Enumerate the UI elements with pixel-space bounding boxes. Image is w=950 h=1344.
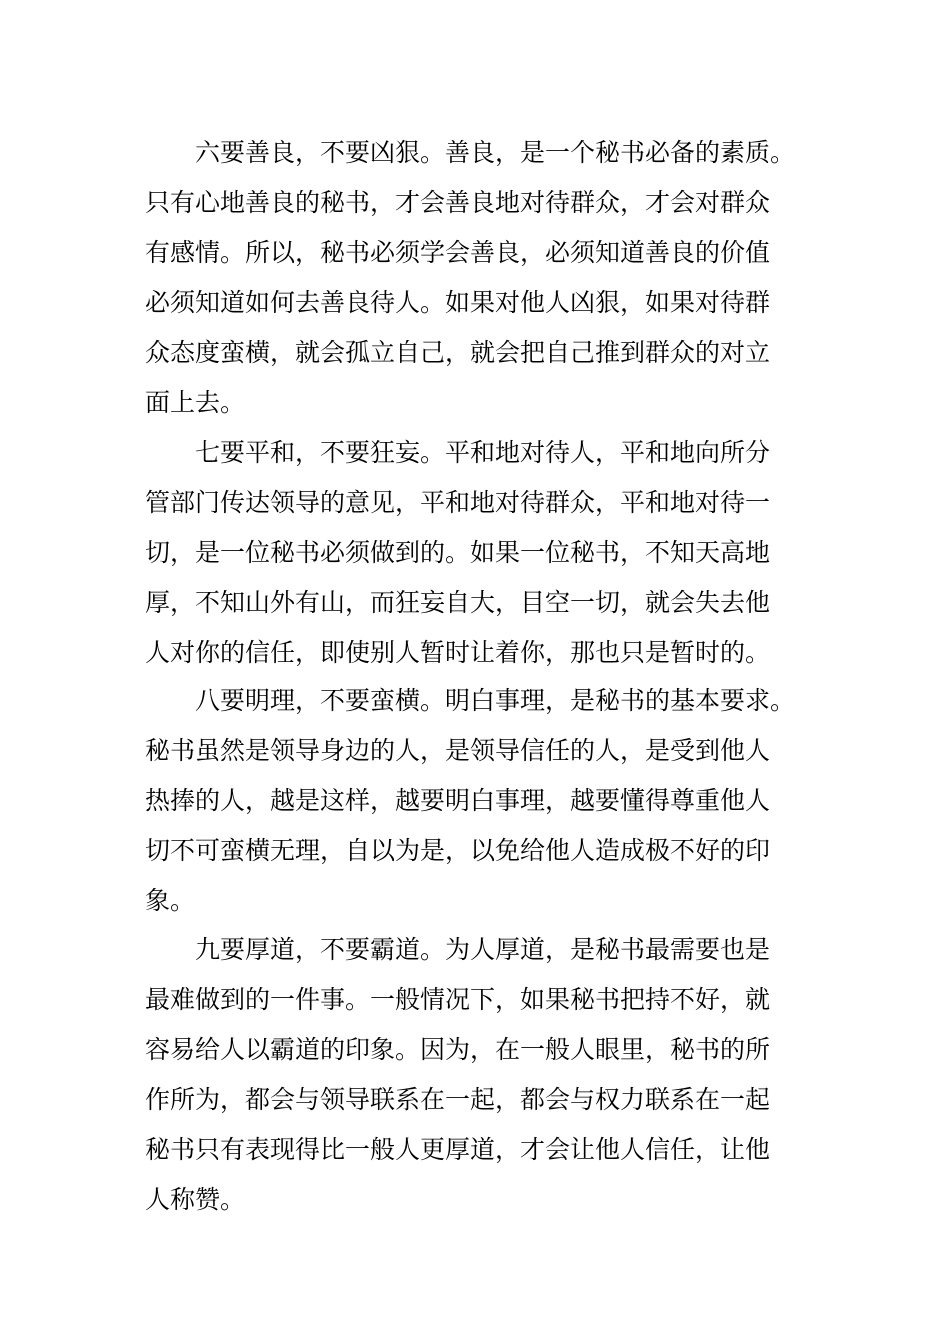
paragraph-6-line-5: 众态度蛮横，就会孤立自己，就会把自己推到群众的对立 — [145, 338, 771, 367]
paragraph-9-line-3: 容易给人以霸道的印象。因为，在一般人眼里，秘书的所 — [145, 1035, 771, 1064]
paragraph-7-line-3: 切，是一位秘书必须做到的。如果一位秘书，不知天高地 — [145, 538, 771, 567]
paragraph-7-line-2: 管部门传达领导的意见，平和地对待群众，平和地对待一 — [145, 488, 771, 517]
paragraph-8-line-4: 切不可蛮横无理，自以为是，以免给他人造成极不好的印 — [145, 836, 771, 865]
paragraph-7-line-1: 七要平和，不要狂妄。平和地对待人，平和地向所分 — [195, 438, 771, 467]
paragraph-9-line-6: 人称赞。 — [145, 1185, 246, 1214]
paragraph-8-line-1: 八要明理，不要蛮横。明白事理，是秘书的基本要求。 — [195, 686, 796, 715]
paragraph-8-line-3: 热捧的人，越是这样，越要明白事理，越要懂得尊重他人 — [145, 786, 771, 815]
paragraph-9-line-4: 作所为，都会与领导联系在一起，都会与权力联系在一起 — [145, 1085, 771, 1114]
paragraph-9-line-2: 最难做到的一件事。一般情况下，如果秘书把持不好，就 — [145, 985, 771, 1014]
paragraph-6-line-2: 只有心地善良的秘书，才会善良地对待群众，才会对群众 — [145, 188, 771, 217]
paragraph-6-line-1: 六要善良，不要凶狠。善良，是一个秘书必备的素质。 — [195, 138, 796, 167]
paragraph-6-line-6: 面上去。 — [145, 388, 246, 417]
paragraph-6-line-4: 必须知道如何去善良待人。如果对他人凶狠，如果对待群 — [145, 288, 771, 317]
paragraph-8-line-2: 秘书虽然是领导身边的人，是领导信任的人，是受到他人 — [145, 736, 771, 765]
paragraph-7-line-4: 厚，不知山外有山，而狂妄自大，目空一切，就会失去他 — [145, 588, 771, 617]
paragraph-7-line-5: 人对你的信任，即使别人暂时让着你，那也只是暂时的。 — [145, 638, 771, 667]
paragraph-8-line-5: 象。 — [145, 886, 196, 915]
paragraph-9-line-5: 秘书只有表现得比一般人更厚道，才会让他人信任，让他 — [145, 1135, 771, 1164]
paragraph-6-line-3: 有感情。所以，秘书必须学会善良，必须知道善良的价值 — [145, 238, 771, 267]
paragraph-9-line-1: 九要厚道，不要霸道。为人厚道，是秘书最需要也是 — [195, 935, 771, 964]
